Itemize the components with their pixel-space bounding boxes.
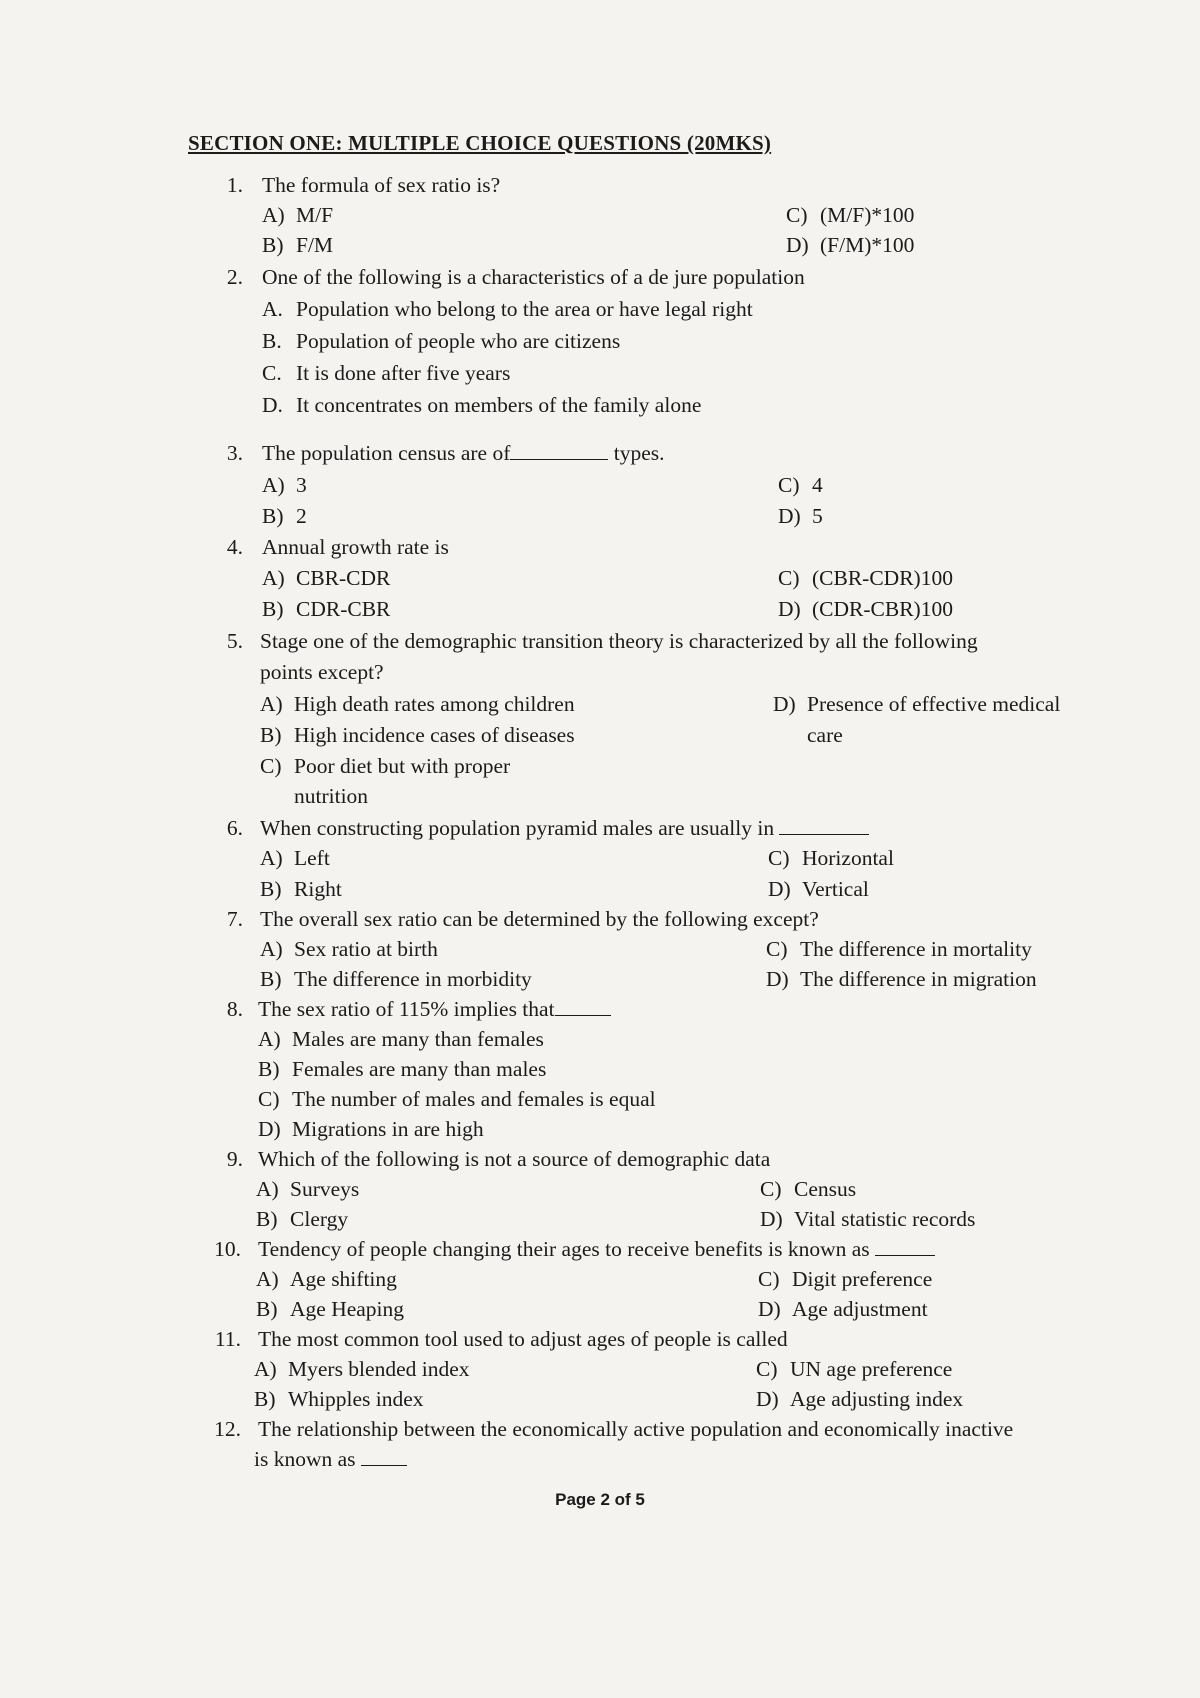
option-d: D) Migrations in are high (258, 1117, 484, 1141)
option-c-continued: nutrition (294, 784, 369, 808)
section-heading: SECTION ONE: MULTIPLE CHOICE QUESTIONS (20MKS) (188, 131, 772, 155)
option-b: B) Whipples index (254, 1387, 424, 1411)
question-number: 7. (226, 907, 243, 931)
option-c: C) Poor diet but with proper (260, 754, 511, 778)
option-d: D) 5 (778, 504, 823, 528)
question-text: The overall sex ratio can be determined by the following except? (260, 907, 819, 931)
question-number: 10. (214, 1237, 241, 1261)
question-number: 1. (226, 173, 243, 197)
answer-blank (510, 439, 608, 460)
question-number: 11. (214, 1327, 241, 1351)
option-b: B) Females are many than males (258, 1057, 547, 1081)
question-text: The most common tool used to adjust ages of people is called (258, 1327, 788, 1351)
option-d: D) Presence of effective medical (773, 692, 1061, 716)
option-b: B) Clergy (256, 1207, 349, 1231)
answer-blank (555, 995, 611, 1016)
question-text: Which of the following is not a source of demographic data (258, 1147, 771, 1171)
question-text: Stage one of the demographic transition theory is characterized by all the following (260, 629, 978, 653)
question-text: The sex ratio of 115% implies that (258, 994, 611, 1024)
option-c: C) 4 (778, 473, 823, 497)
question-text-continued: is known as (254, 1444, 407, 1474)
option-a: A. Population who belong to the area or have legal right (262, 297, 753, 321)
option-b: B) Age Heaping (256, 1297, 405, 1321)
question-number: 3. (226, 441, 243, 465)
option-c: C) UN age preference (756, 1357, 953, 1381)
option-c: C) Digit preference (758, 1267, 933, 1291)
answer-blank (361, 1445, 407, 1466)
question-text: The formula of sex ratio is? (262, 173, 501, 197)
option-d: D) Age adjusting index (756, 1387, 964, 1411)
option-a: A) Myers blended index (254, 1357, 470, 1381)
option-b: B) High incidence cases of diseases (260, 723, 575, 747)
question-text-continued: points except? (260, 660, 384, 684)
option-d-continued: care (807, 723, 843, 747)
option-b: B) F/M (262, 233, 334, 257)
option-c: C) (M/F)*100 (786, 203, 915, 227)
question-text: When constructing population pyramid males are usually in (260, 813, 869, 843)
option-c: C. It is done after five years (262, 361, 511, 385)
option-d: D) (CDR-CBR)100 (778, 597, 953, 621)
option-c: C) The difference in mortality (766, 937, 1032, 961)
option-d: D) Vital statistic records (760, 1207, 976, 1231)
question-number: 4. (226, 535, 243, 559)
question-number: 5. (226, 629, 243, 653)
option-a: A) 3 (262, 473, 307, 497)
option-b: B. Population of people who are citizens (262, 329, 621, 353)
question-text: The relationship between the economically active population and economically inactive (258, 1417, 1014, 1441)
option-d: D) Age adjustment (758, 1297, 928, 1321)
option-b: B) The difference in morbidity (260, 967, 532, 991)
option-a: A) Sex ratio at birth (260, 937, 438, 961)
answer-blank (779, 814, 869, 835)
option-d: D) (F/M)*100 (786, 233, 915, 257)
option-b: B) CDR-CBR (262, 597, 391, 621)
question-text: One of the following is a characteristics of a de jure population (262, 265, 805, 289)
question-number: 2. (226, 265, 243, 289)
option-a: A) Age shifting (256, 1267, 397, 1291)
option-d: D) Vertical (768, 877, 869, 901)
question-text: Tendency of people changing their ages to receive benefits is known as (258, 1234, 935, 1264)
option-a: A) High death rates among children (260, 692, 575, 716)
option-c: C) Census (760, 1177, 857, 1201)
option-c: C) Horizontal (768, 846, 894, 870)
option-a: A) Males are many than females (258, 1027, 544, 1051)
question-number: 12. (214, 1417, 241, 1441)
option-a: A) Left (260, 846, 330, 870)
option-c: C) The number of males and females is equal (258, 1087, 656, 1111)
option-c: C) (CBR-CDR)100 (778, 566, 953, 590)
option-d: D. It concentrates on members of the family alone (262, 393, 702, 417)
option-b: B) Right (260, 877, 342, 901)
option-b: B) 2 (262, 504, 307, 528)
option-a: A) CBR-CDR (262, 566, 391, 590)
question-text: Annual growth rate is (262, 535, 449, 559)
option-d: D) The difference in migration (766, 967, 1037, 991)
option-a: A) Surveys (256, 1177, 360, 1201)
page-number: Page 2 of 5 (555, 1490, 645, 1509)
answer-blank (875, 1235, 935, 1256)
question-number: 9. (226, 1147, 243, 1171)
option-a: A) M/F (262, 203, 334, 227)
question-number: 6. (226, 816, 243, 840)
question-number: 8. (226, 997, 243, 1021)
question-text: The population census are of types. (262, 441, 665, 465)
